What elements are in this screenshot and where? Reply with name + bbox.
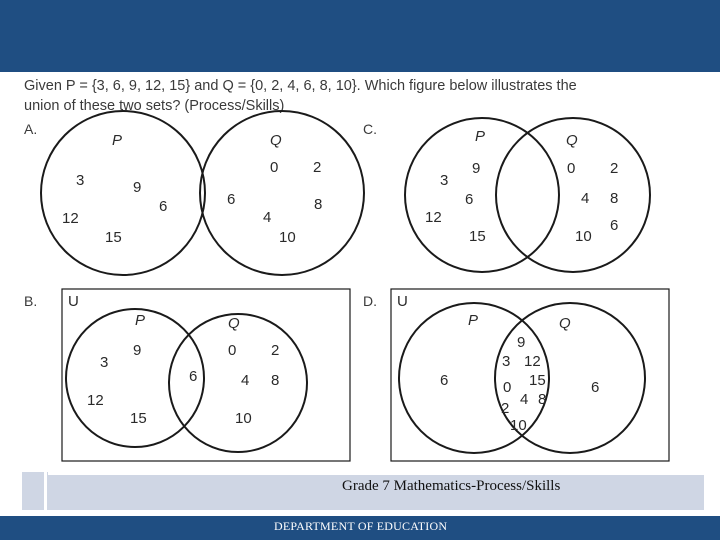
a-q-num: 8 <box>314 196 323 213</box>
d-p-num: 6 <box>440 372 449 389</box>
department-label: DEPARTMENT OF EDUCATION <box>274 519 448 533</box>
b-universe-label: U <box>68 293 79 310</box>
b-intersection-num: 6 <box>189 368 198 385</box>
c-label-q: Q <box>566 132 578 149</box>
b-q-num: 10 <box>235 410 252 427</box>
a-q-num: 0 <box>270 159 279 176</box>
option-b-label: B. <box>24 293 38 309</box>
d-intersection-num: 9 <box>517 334 526 351</box>
option-d-figure[interactable] <box>391 289 669 461</box>
a-p-num: 3 <box>76 172 85 189</box>
a-q-num: 10 <box>279 229 296 246</box>
d-intersection-num: 0 <box>503 379 512 396</box>
c-q-num: 8 <box>610 190 619 207</box>
b-q-num: 4 <box>241 372 250 389</box>
d-intersection-num: 3 <box>502 353 511 370</box>
b-label-p: P <box>135 312 146 329</box>
c-p-num: 6 <box>465 191 474 208</box>
d-intersection-num: 15 <box>529 372 546 389</box>
option-c-label: C. <box>363 121 377 137</box>
b-p-num: 12 <box>87 392 104 409</box>
d-intersection-num: 2 <box>501 400 510 417</box>
b-q-num: 0 <box>228 342 237 359</box>
a-circle-p <box>41 111 205 275</box>
b-q-num: 8 <box>271 372 280 389</box>
c-q-num: 4 <box>581 190 590 207</box>
d-universe-label: U <box>397 293 408 310</box>
d-intersection-num: 12 <box>524 353 541 370</box>
a-p-num: 12 <box>62 210 79 227</box>
footer-title: Grade 7 Mathematics-Process/Skills <box>342 478 561 494</box>
d-q-num: 6 <box>591 379 600 396</box>
question-line-2: union of these two sets? (Process/Skills) <box>24 98 285 114</box>
a-q-num: 4 <box>263 209 272 226</box>
c-p-num: 9 <box>472 160 481 177</box>
c-q-num: 2 <box>610 160 619 177</box>
c-p-num: 15 <box>469 228 486 245</box>
a-label-q: Q <box>270 132 282 149</box>
d-label-q: Q <box>559 315 571 332</box>
b-p-num: 9 <box>133 342 142 359</box>
a-p-num: 6 <box>159 198 168 215</box>
d-intersection-num: 8 <box>538 391 547 408</box>
a-label-p: P <box>112 132 123 149</box>
b-p-num: 3 <box>100 354 109 371</box>
a-q-num: 6 <box>227 191 236 208</box>
d-label-p: P <box>468 312 479 329</box>
b-q-num: 2 <box>271 342 280 359</box>
c-p-num: 12 <box>425 209 442 226</box>
option-a-figure[interactable] <box>41 111 364 275</box>
b-p-num: 15 <box>130 410 147 427</box>
a-p-num: 15 <box>105 229 122 246</box>
option-b-figure[interactable] <box>62 289 350 461</box>
c-q-num: 0 <box>567 160 576 177</box>
d-intersection-num: 4 <box>520 391 529 408</box>
option-d-label: D. <box>363 293 377 309</box>
option-a-label: A. <box>24 121 38 137</box>
footer-topline <box>48 472 704 475</box>
d-intersection-num: 10 <box>510 417 527 434</box>
a-p-num: 9 <box>133 179 142 196</box>
c-q-num: 10 <box>575 228 592 245</box>
footer-divider <box>44 472 47 510</box>
a-circle-q <box>200 111 364 275</box>
question-line-1: Given P = {3, 6, 9, 12, 15} and Q = {0, 2, 4, 6, 8, 10}. Which figure below illustrates the <box>24 78 577 94</box>
c-p-num: 3 <box>440 172 449 189</box>
a-q-num: 2 <box>313 159 322 176</box>
b-label-q: Q <box>228 315 240 332</box>
c-q-num: 6 <box>610 217 619 234</box>
c-label-p: P <box>475 128 486 145</box>
option-c-figure[interactable] <box>405 118 650 272</box>
